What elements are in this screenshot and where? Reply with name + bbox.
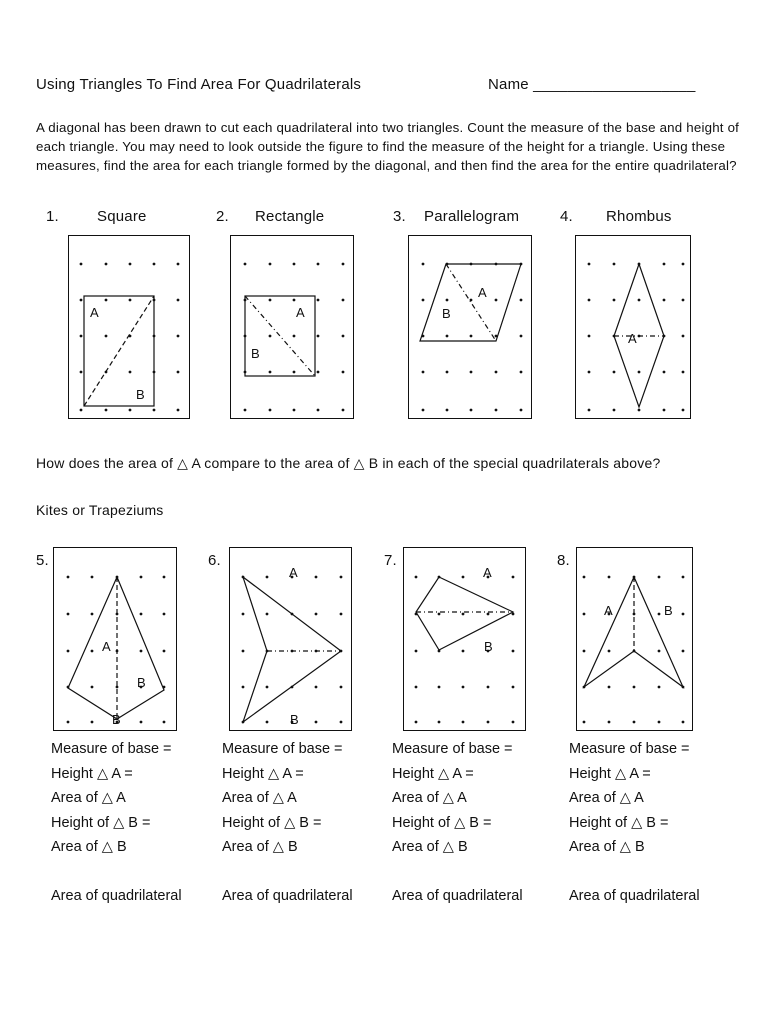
- grid-dot: [422, 409, 425, 412]
- grid-dot: [293, 371, 296, 374]
- label-b-figure-5: B: [137, 675, 146, 690]
- base-line: Measure of base =: [222, 741, 343, 757]
- grid-dot: [512, 721, 515, 724]
- area-a-line: Area of △ A: [51, 790, 126, 806]
- grid-dot: [588, 371, 591, 374]
- shape-name-square: Square: [97, 208, 147, 225]
- grid-dot: [512, 576, 515, 579]
- grid-dot: [462, 576, 465, 579]
- height-b-line: Height of △ B =: [392, 814, 492, 831]
- grid-dot: [140, 576, 143, 579]
- area-a-line: Area of △ A: [222, 790, 297, 806]
- grid-dot: [422, 371, 425, 374]
- grid-dot: [520, 335, 523, 338]
- grid-dot: [91, 686, 94, 689]
- grid-dot: [342, 335, 345, 338]
- grid-dot: [682, 650, 685, 653]
- grid-dot: [663, 409, 666, 412]
- grid-dot: [682, 371, 685, 374]
- grid-dot: [663, 299, 666, 302]
- grid-dot: [269, 263, 272, 266]
- kite-5-shape: [68, 577, 164, 719]
- shape-name-rectangle: Rectangle: [255, 208, 325, 225]
- grid-dot: [583, 613, 586, 616]
- grid-dot: [80, 299, 83, 302]
- problem-number-7: 7.: [384, 552, 397, 569]
- area-quad-line: Area of quadrilateral: [51, 887, 182, 904]
- label-a-rectangle: A: [296, 305, 305, 320]
- grid-dot: [91, 613, 94, 616]
- grid-dot: [177, 335, 180, 338]
- grid-dot: [266, 721, 269, 724]
- grid-dot: [153, 409, 156, 412]
- grid-dot: [340, 721, 343, 724]
- grid-dot: [446, 409, 449, 412]
- label-a-square: A: [90, 305, 99, 320]
- grid-dot: [422, 263, 425, 266]
- grid-dot: [177, 371, 180, 374]
- grid-dot: [470, 335, 473, 338]
- area-b-line: Area of △ B: [222, 839, 298, 855]
- grid-dot: [583, 576, 586, 579]
- grid-dot: [80, 263, 83, 266]
- label-b-figure-7: B: [484, 639, 493, 654]
- grid-dot: [520, 371, 523, 374]
- grid-dot: [105, 409, 108, 412]
- parallelogram-shape: [420, 264, 521, 341]
- grid-dot: [487, 721, 490, 724]
- grid-dot: [588, 409, 591, 412]
- grid-dot: [682, 613, 685, 616]
- grid-dot: [613, 263, 616, 266]
- problem-number-1: 1.: [46, 208, 59, 225]
- grid-dot: [67, 576, 70, 579]
- grid-dot: [608, 721, 611, 724]
- label-b-rectangle: B: [251, 346, 260, 361]
- grid-dot: [520, 409, 523, 412]
- grid-dot: [682, 721, 685, 724]
- grid-dot: [342, 409, 345, 412]
- problem-number-6: 6.: [208, 552, 221, 569]
- grid-dot: [608, 686, 611, 689]
- grid-dot: [470, 409, 473, 412]
- area-quad-line: Area of quadrilateral: [222, 887, 353, 904]
- base-line: Measure of base =: [392, 741, 513, 757]
- grid-dot: [177, 263, 180, 266]
- grid-dot: [415, 686, 418, 689]
- label-b-figure-8: B: [664, 603, 673, 618]
- grid-dot: [682, 576, 685, 579]
- grid-dot: [242, 650, 245, 653]
- shape-name-parallelogram: Parallelogram: [424, 208, 520, 225]
- grid-dot: [163, 721, 166, 724]
- area-quad-line: Area of quadrilateral: [569, 887, 700, 904]
- grid-dot: [317, 263, 320, 266]
- grid-dot: [315, 686, 318, 689]
- height-a-line: Height △ A =: [392, 765, 474, 782]
- grid-dot: [462, 613, 465, 616]
- grid-dot: [438, 721, 441, 724]
- grid-dot: [91, 576, 94, 579]
- grid-dot: [663, 371, 666, 374]
- grid-dot: [663, 263, 666, 266]
- grid-dot: [315, 576, 318, 579]
- grid-dot: [588, 299, 591, 302]
- grid-dot: [682, 263, 685, 266]
- grid-dot: [613, 299, 616, 302]
- grid-dot: [470, 371, 473, 374]
- grid-dot: [67, 613, 70, 616]
- instructions: A diagonal has been drawn to cut each quadrilateral into two triangles. Count the measure of the base and height of each triangle. You may need to look outside the figure to find the measure of the height for a triangle. Using these measures, find the area for each triangle formed by the diagonal, and then find the area for the entire quadrilateral?: [36, 120, 740, 173]
- grid-dot: [269, 371, 272, 374]
- grid-dot: [91, 721, 94, 724]
- grid-dot: [293, 409, 296, 412]
- grid-dot: [129, 263, 132, 266]
- grid-dot: [633, 721, 636, 724]
- label-a-figure-8: A: [604, 603, 613, 618]
- grid-dot: [269, 299, 272, 302]
- grid-dot: [244, 263, 247, 266]
- label-b-figure-5-bottom: B: [112, 712, 121, 727]
- grid-dot: [140, 650, 143, 653]
- grid-dot: [163, 650, 166, 653]
- grid-dot: [129, 299, 132, 302]
- problem-number-5: 5.: [36, 552, 49, 569]
- answer-list-5: [51, 737, 182, 908]
- grid-dot: [462, 686, 465, 689]
- grid-dot: [317, 371, 320, 374]
- grid-dot: [487, 686, 490, 689]
- grid-dot: [682, 409, 685, 412]
- grid-dot: [340, 686, 343, 689]
- dart-6-shape: [243, 577, 341, 722]
- label-b-figure-6: B: [290, 712, 299, 727]
- grid-dot: [415, 576, 418, 579]
- grid-dot: [105, 299, 108, 302]
- grid-dot: [608, 650, 611, 653]
- grid-dot: [340, 576, 343, 579]
- grid-dot: [462, 721, 465, 724]
- grid-dot: [293, 263, 296, 266]
- grid-dot: [177, 409, 180, 412]
- height-a-line: Height △ A =: [569, 765, 651, 782]
- grid-dot: [583, 650, 586, 653]
- grid-dot: [269, 409, 272, 412]
- grid-dot: [140, 613, 143, 616]
- grid-dot: [140, 721, 143, 724]
- height-a-line: Height △ A =: [51, 765, 133, 782]
- grid-dot: [342, 299, 345, 302]
- grid-dot: [105, 335, 108, 338]
- problem-number-8: 8.: [557, 552, 570, 569]
- base-line: Measure of base =: [569, 741, 690, 757]
- grid-dot: [633, 686, 636, 689]
- grid-dot: [129, 409, 132, 412]
- name-field: Name ___________________: [488, 76, 696, 93]
- area-a-line: Area of △ A: [392, 790, 467, 806]
- grid-dot: [446, 299, 449, 302]
- height-b-line: Height of △ B =: [569, 814, 669, 831]
- grid-dot: [80, 335, 83, 338]
- grid-dot: [495, 409, 498, 412]
- grid-dot: [682, 299, 685, 302]
- grid-dot: [613, 409, 616, 412]
- label-a-figure-7: A: [483, 565, 492, 580]
- area-b-line: Area of △ B: [569, 839, 645, 855]
- label-a-figure-5: A: [102, 639, 111, 654]
- grid-dot: [80, 409, 83, 412]
- answer-list-7: [392, 737, 523, 908]
- label-b-square: B: [136, 387, 145, 402]
- grid-dot: [422, 299, 425, 302]
- grid-dot: [91, 650, 94, 653]
- grid-dot: [242, 686, 245, 689]
- label-b-parallelogram: B: [442, 306, 451, 321]
- grid-dot: [317, 299, 320, 302]
- height-b-line: Height of △ B =: [222, 814, 322, 831]
- base-line: Measure of base =: [51, 741, 172, 757]
- problem-number-2: 2.: [216, 208, 229, 225]
- shape-name-rhombus: Rhombus: [606, 208, 672, 225]
- grid-dot: [658, 650, 661, 653]
- grid-dot: [177, 299, 180, 302]
- label-a-figure-6: A: [289, 565, 298, 580]
- grid-dot: [512, 686, 515, 689]
- grid-dot: [658, 721, 661, 724]
- grid-dot: [105, 263, 108, 266]
- grid-dot: [242, 613, 245, 616]
- grid-dot: [129, 371, 132, 374]
- grid-dot: [266, 576, 269, 579]
- grid-dot: [340, 613, 343, 616]
- grid-dot: [512, 650, 515, 653]
- section-title: Kites or Trapeziums: [36, 502, 164, 518]
- grid-dot: [487, 613, 490, 616]
- kite-7-shape: [416, 577, 513, 650]
- grid-dot: [163, 576, 166, 579]
- grid-dot: [438, 686, 441, 689]
- grid-dot: [613, 371, 616, 374]
- grid-dot: [658, 613, 661, 616]
- grid-dot: [583, 721, 586, 724]
- grid-dot: [269, 335, 272, 338]
- worksheet-title: Using Triangles To Find Area For Quadrilaterals: [36, 76, 362, 93]
- area-quad-line: Area of quadrilateral: [392, 887, 523, 904]
- grid-dot: [67, 650, 70, 653]
- grid-dot: [342, 263, 345, 266]
- grid-dot: [638, 371, 641, 374]
- grid-dot: [116, 686, 119, 689]
- problem-number-4: 4.: [560, 208, 573, 225]
- grid-dot: [588, 335, 591, 338]
- grid-dot: [638, 409, 641, 412]
- area-b-line: Area of △ B: [392, 839, 468, 855]
- grid-dot: [266, 686, 269, 689]
- grid-dot: [446, 335, 449, 338]
- grid-dot: [608, 576, 611, 579]
- grid-dot: [658, 576, 661, 579]
- grid-dot: [153, 263, 156, 266]
- grid-dot: [67, 721, 70, 724]
- label-a-parallelogram: A: [478, 285, 487, 300]
- grid-dot: [266, 613, 269, 616]
- area-b-line: Area of △ B: [51, 839, 127, 855]
- problem-number-3: 3.: [393, 208, 406, 225]
- grid-dot: [588, 263, 591, 266]
- grid-dot: [244, 409, 247, 412]
- grid-dot: [315, 721, 318, 724]
- grid-dot: [495, 299, 498, 302]
- grid-dot: [163, 613, 166, 616]
- grid-dot: [293, 335, 296, 338]
- label-a-rhombus: A: [628, 331, 637, 346]
- grid-dot: [342, 371, 345, 374]
- parallelogram-diagonal: [446, 264, 496, 341]
- grid-dot: [415, 650, 418, 653]
- grid-dot: [520, 299, 523, 302]
- height-b-line: Height of △ B =: [51, 814, 151, 831]
- grid-dot: [446, 371, 449, 374]
- grid-dot: [462, 650, 465, 653]
- grid-dot: [415, 721, 418, 724]
- grid-dot: [80, 371, 83, 374]
- grid-dot: [438, 613, 441, 616]
- grid-dot: [658, 686, 661, 689]
- grid-dot: [682, 335, 685, 338]
- grid-dot: [293, 299, 296, 302]
- grid-dot: [315, 613, 318, 616]
- height-a-line: Height △ A =: [222, 765, 304, 782]
- grid-dot: [495, 371, 498, 374]
- answer-list-8: [569, 737, 700, 908]
- grid-dot: [317, 335, 320, 338]
- comparison-question: How does the area of △ A compare to the area of △ B in each of the special quadrilaterals above?: [36, 455, 661, 471]
- area-a-line: Area of △ A: [569, 790, 644, 806]
- grid-dot: [638, 299, 641, 302]
- grid-dot: [317, 409, 320, 412]
- answer-list-6: [222, 737, 353, 908]
